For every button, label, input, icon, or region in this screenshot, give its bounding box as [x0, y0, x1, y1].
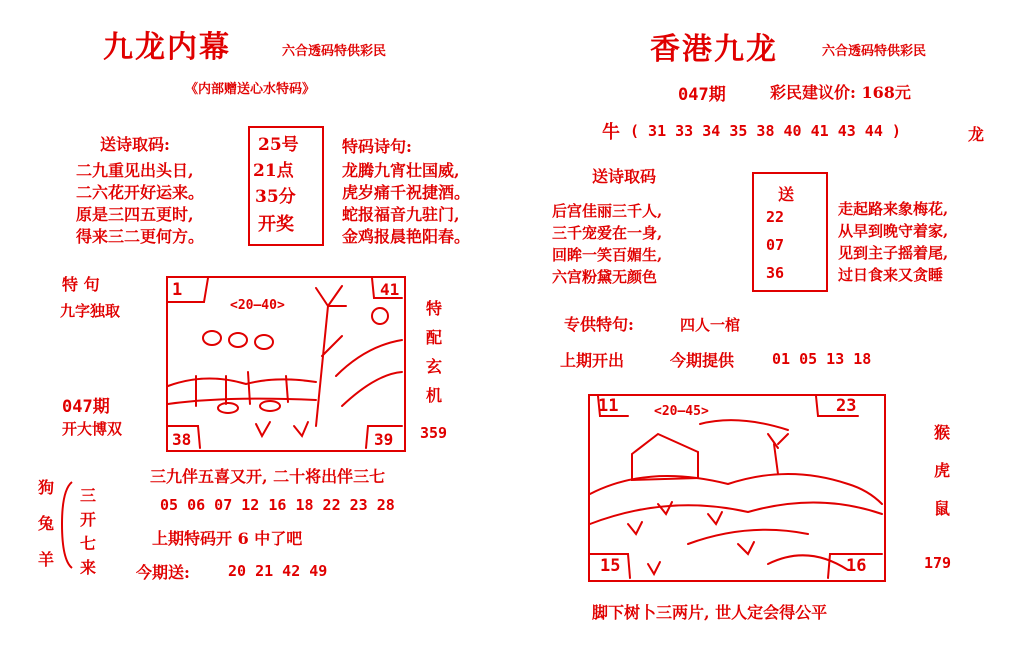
right-special-phrase: 四人一棺	[680, 316, 741, 334]
left-poem	[76, 160, 204, 248]
bracket-char: 三	[79, 486, 96, 505]
left-drawing-corner-tl: 1	[172, 280, 183, 300]
left-side-char: 配	[425, 328, 442, 347]
left-verse-line: 虎岁痛千祝捷酒。	[342, 183, 471, 202]
draw-time-day: 25号	[258, 135, 299, 155]
left-verse-heading: 特码诗句:	[342, 137, 412, 156]
left-drawing-corner-bl: 38	[172, 430, 192, 449]
left-last-result: 上期特码开 6 中了吧	[152, 529, 303, 548]
right-poem-line: 三千宠爱在一身,	[552, 224, 663, 242]
left-side-number: 359	[420, 424, 448, 442]
left-side-char: 特	[425, 299, 442, 318]
bracket-char: 来	[79, 558, 96, 577]
right-footer: 脚下树卜三两片, 世人定会得公平	[592, 603, 828, 622]
left-drawing-corner-br: 39	[374, 430, 394, 449]
right-poem-line: 走起路来象梅花,	[838, 200, 949, 218]
right-hand-drawing	[588, 394, 886, 582]
right-poem-left	[552, 200, 662, 288]
zodiac-char: 猴	[933, 423, 950, 442]
right-offer-numbers: 01 05 13 18	[772, 350, 872, 368]
left-numbers: 05 06 07 12 16 18 22 23 28	[160, 496, 395, 514]
right-offer-label: 今期提供	[670, 351, 735, 370]
left-slogan: 三九伴五喜又开, 二十将出伴三七	[150, 467, 386, 486]
right-numbers: ( 31 33 34 35 38 40 41 43 44 )	[630, 122, 901, 140]
right-last-label: 上期开出	[560, 351, 625, 370]
right-special-label: 专供特句:	[564, 315, 634, 334]
right-drawing-corner-tl: 11	[598, 396, 619, 416]
zodiac-char: 兔	[37, 514, 54, 533]
left-side-char: 机	[425, 386, 442, 405]
left-hand-drawing	[166, 276, 406, 452]
right-title-sub: 六合透码特供彩民	[822, 44, 927, 59]
right-drawing-corner-tr: 23	[836, 396, 857, 416]
right-drawing-corner-br: 16	[846, 556, 867, 576]
right-price: 彩民建议价: 168元	[770, 83, 911, 102]
left-poem-line: 得来三二更何方。	[76, 227, 205, 246]
left-bracket-col	[78, 484, 98, 580]
left-verse	[342, 160, 470, 248]
right-title: 香港九龙	[650, 32, 778, 67]
left-poem-heading: 送诗取码:	[100, 135, 170, 154]
left-period-note: 开大博双	[62, 420, 123, 438]
right-poem-line: 回眸一笑百媚生,	[552, 246, 663, 264]
right-poem-line: 从早到晚守着家,	[838, 222, 949, 240]
left-verse-line: 蛇报福音九驻门,	[342, 205, 460, 224]
left-poem-line: 二六花开好运来。	[76, 183, 205, 202]
zodiac-char: 狗	[37, 478, 54, 497]
right-drawing-range: <20—45>	[654, 404, 709, 419]
left-today-numbers: 20 21 42 49	[228, 562, 328, 580]
right-poem-right	[838, 198, 948, 286]
right-period: 047期	[678, 85, 726, 105]
special-phrase: 九字独取	[60, 302, 121, 320]
left-period: 047期	[62, 397, 110, 417]
right-poem-line: 见到主子摇着尾,	[838, 244, 949, 262]
left-drawing-range: <20—40>	[230, 298, 285, 313]
right-poem-line: 六宫粉黛无颜色	[552, 268, 658, 286]
left-poem-line: 二九重见出头日,	[76, 161, 194, 180]
left-zodiac-col	[36, 470, 56, 578]
right-numbers-start: 牛	[602, 122, 620, 143]
bracket-char: 七	[79, 534, 96, 553]
right-drawing-corner-bl: 15	[600, 556, 621, 576]
right-poem-line: 过日食来又贪睡	[838, 266, 944, 284]
left-title: 九龙内幕	[103, 30, 231, 65]
right-poem-line: 后宫佳丽三千人,	[552, 202, 663, 220]
zodiac-char: 虎	[933, 461, 950, 480]
bracket-char: 开	[79, 510, 96, 529]
right-numbers-end: 龙	[968, 125, 985, 144]
right-send-number: 22	[766, 208, 785, 226]
left-drawing-corner-tr: 41	[380, 280, 400, 299]
draw-time-hour: 21点	[253, 161, 294, 181]
left-side-char: 玄	[425, 357, 442, 376]
draw-time-minute: 35分	[255, 187, 296, 207]
left-bracket	[58, 480, 78, 570]
left-today-label: 今期送:	[136, 563, 190, 582]
left-side-vertical	[424, 294, 444, 410]
right-zodiac-col	[932, 414, 952, 528]
left-title-sub: 六合透码特供彩民	[282, 44, 387, 59]
zodiac-char: 羊	[37, 550, 54, 569]
right-poem-heading: 送诗取码	[592, 167, 657, 186]
right-send-label: 送	[778, 185, 795, 204]
left-poem-line: 原是三四五更时,	[76, 205, 194, 224]
special-phrase-label: 特 句	[62, 275, 100, 294]
right-side-number: 179	[924, 554, 952, 572]
draw-time-label: 开奖	[258, 214, 294, 235]
left-verse-line: 龙腾九宵壮国威,	[342, 161, 460, 180]
zodiac-char: 鼠	[933, 499, 950, 518]
right-send-number: 36	[766, 264, 785, 282]
right-send-number: 07	[766, 236, 785, 254]
left-subtitle: 《内部赠送心水特码》	[185, 82, 316, 97]
left-verse-line: 金鸡报晨艳阳春。	[342, 227, 471, 246]
